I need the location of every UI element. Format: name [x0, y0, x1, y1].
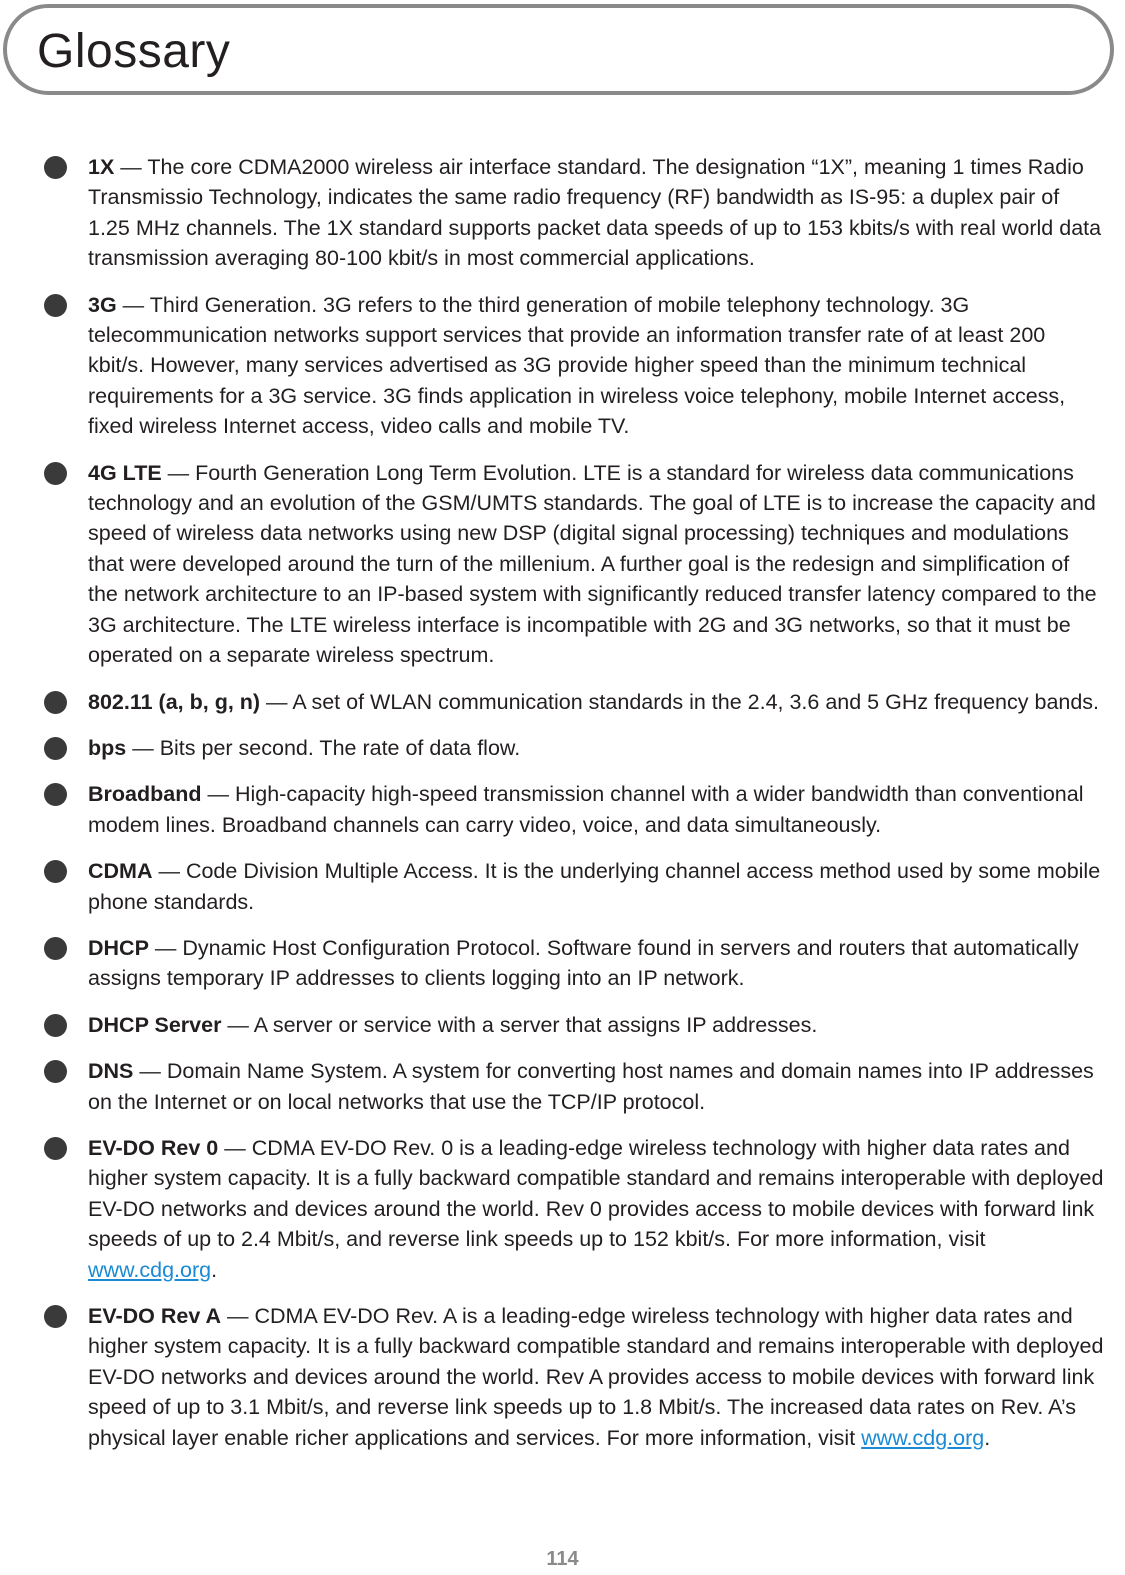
bullet-icon	[44, 783, 67, 806]
page-title: Glossary	[37, 25, 231, 78]
glossary-entry-3g	[44, 290, 1104, 442]
glossary-entry-cdma	[44, 856, 1104, 917]
glossary-entry-broadband	[44, 779, 1104, 840]
separator: —	[126, 735, 160, 760]
term: Broadband	[88, 782, 202, 807]
definition: Domain Name System. A system for converting host names and domain names into IP addresses on the Internet or on local networks that use the TCP/IP protocol.	[88, 1059, 1094, 1114]
cdg-link[interactable]: www.cdg.org	[861, 1425, 985, 1450]
glossary-list	[44, 152, 1104, 1469]
bullet-icon	[44, 294, 67, 317]
bullet-icon	[44, 1060, 67, 1083]
separator: —	[201, 782, 235, 807]
bullet-icon	[44, 1305, 67, 1328]
cdg-link[interactable]: www.cdg.org	[88, 1257, 212, 1282]
bullet-icon	[44, 156, 67, 179]
glossary-entry-802-11	[44, 687, 1104, 717]
definition: High-capacity high-speed transmission channel with a wider bandwidth than conventional modem lines. Broadband channels can carry video, voice, and data simultaneously.	[88, 782, 1084, 837]
bullet-icon	[44, 937, 67, 960]
separator: —	[152, 859, 186, 884]
term: 1X	[88, 155, 115, 179]
term: 4G LTE	[88, 460, 162, 485]
glossary-header	[3, 4, 1114, 95]
bullet-icon	[44, 860, 67, 883]
separator: —	[148, 935, 183, 960]
definition: Code Division Multiple Access. It is the underlying channel access method used by some mobile phone standards.	[88, 859, 1101, 914]
separator: —	[221, 1304, 255, 1328]
bullet-icon	[44, 737, 67, 760]
definition-end: .	[984, 1425, 991, 1450]
page-number: 114	[546, 1548, 579, 1570]
separator: —	[114, 155, 148, 179]
separator: —	[221, 1012, 254, 1037]
separator: —	[116, 292, 150, 317]
term: DHCP	[88, 935, 149, 960]
definition: A server or service with a server that assigns IP addresses.	[253, 1012, 818, 1037]
glossary-entry-1x	[44, 152, 1104, 274]
term: 3G	[88, 292, 117, 317]
glossary-entry-dns	[44, 1056, 1104, 1117]
definition-end: .	[211, 1257, 218, 1282]
definition: CDMA EV-DO Rev. 0 is a leading-edge wireless technology with higher data rates and higher system capacity. It is a fully backward compatible standard and remains interoperable with deployed EV-DO networks and devices around the world. Rev 0 provides access to mobile devices with forward link speeds of up to 2.4 Mbit/s, and reverse link speeds up to 152 kbit/s. For more information, visit	[88, 1135, 1104, 1252]
bullet-icon	[44, 1014, 67, 1037]
term: CDMA	[88, 859, 153, 884]
separator: —	[133, 1059, 167, 1084]
term: DNS	[88, 1059, 134, 1084]
definition: Fourth Generation Long Term Evolution. LTE is a standard for wireless data communications technology and an evolution of the GSM/UMTS standards. The goal of LTE is to increase the capacity and speed of wireless data networks using new DSP (digital signal processing) techniques and modulations that were developed around the turn of the millenium. A further goal is the redesign and simplification of the network architecture to an IP-based system with significantly reduced transfer latency compared to the 3G architecture. The LTE wireless interface is incompatible with 2G and 3G networks, so that it must be operated on a separate wireless spectrum.	[88, 460, 1097, 668]
separator: —	[218, 1135, 252, 1160]
glossary-entry-bps	[44, 733, 1104, 763]
definition: Third Generation. 3G refers to the third generation of mobile telephony technology. 3G telecommunication networks support services that provide an information transfer rate of at least 200 kbit/s. However, many services advertised as 3G provide higher speed than the minimum technical requirements for a 3G service. 3G finds application in wireless voice telephony, mobile Internet access, fixed wireless Internet access, video calls and mobile TV.	[88, 292, 1066, 439]
term: 802.11 (a, b, g, n)	[88, 689, 261, 714]
definition: A set of WLAN communication standards in the 2.4, 3.6 and 5 GHz frequency bands.	[292, 689, 1100, 714]
definition: Bits per second. The rate of data flow.	[159, 735, 521, 760]
glossary-entry-dhcp-server	[44, 1010, 1104, 1040]
definition: Dynamic Host Configuration Protocol. Software found in servers and routers that automatically assigns temporary IP addresses to clients logging into an IP network.	[88, 935, 1079, 991]
term: EV-DO Rev 0	[88, 1135, 219, 1160]
glossary-entry-dhcp	[44, 933, 1104, 994]
glossary-entry-ev-do-rev-0	[44, 1133, 1104, 1285]
bullet-icon	[44, 1137, 67, 1160]
term: bps	[88, 735, 127, 760]
glossary-entry-ev-do-rev-a	[44, 1301, 1104, 1453]
separator: —	[161, 460, 196, 485]
separator: —	[260, 689, 293, 714]
definition: The core CDMA2000 wireless air interface standard. The designation “1X”, meaning 1 times Radio Transmissio Technology, indicates the same radio frequency (RF) bandwidth as IS-95: a duplex pair of 1.25 MHz channels. The 1X standard supports packet data speeds of up to 153 kbits/s with real world data transmission averaging 80-100 kbit/s in most commercial applications.	[88, 155, 1102, 271]
definition: CDMA EV-DO Rev. A is a leading-edge wireless technology with higher data rates and higher system capacity. It is a fully backward compatible standard and remains interoperable with deployed EV-DO networks and devices around the world. Rev A provides access to mobile devices with forward link speed of up to 3.1 Mbit/s, and reverse link speeds up to 1.8 Mbit/s. The increased data rates on Rev. A’s physical layer enable richer applications and services. For more information, visit	[88, 1304, 1104, 1450]
glossary-entry-4g-lte	[44, 458, 1104, 671]
term: EV-DO Rev A	[88, 1304, 222, 1328]
bullet-icon	[44, 462, 67, 485]
term: DHCP Server	[88, 1012, 222, 1037]
bullet-icon	[44, 691, 67, 714]
